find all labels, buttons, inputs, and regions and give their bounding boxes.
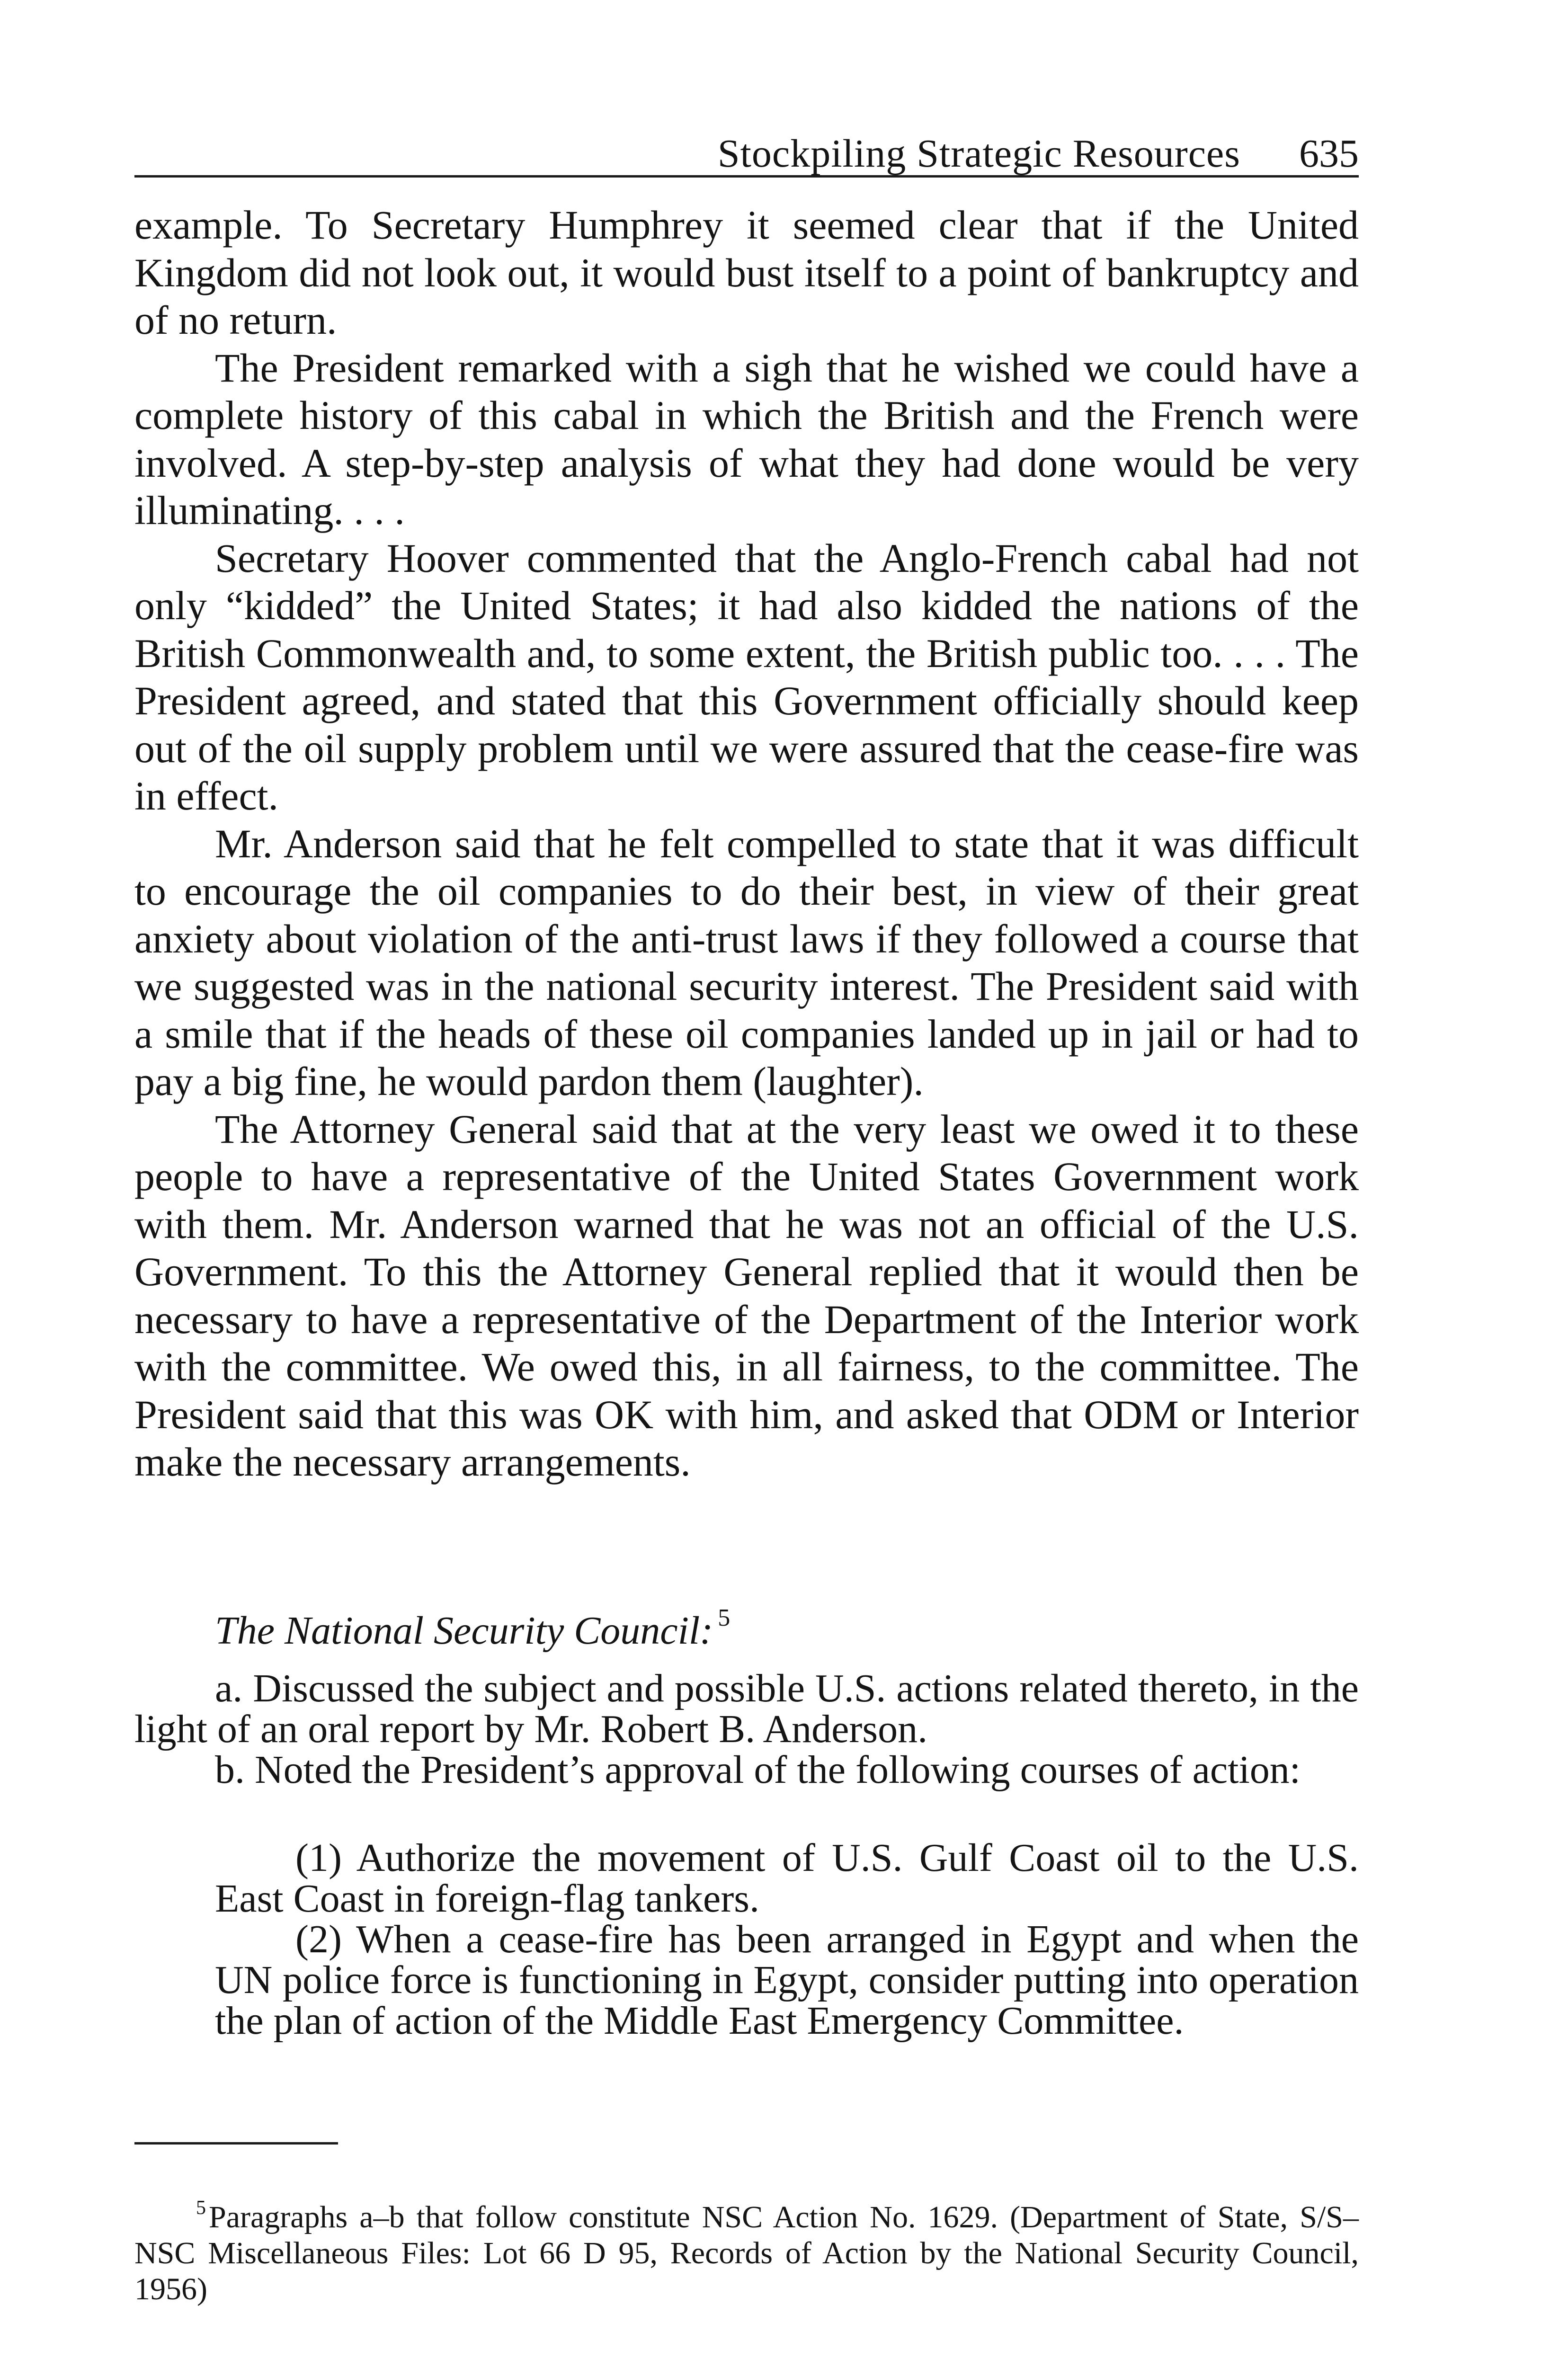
nsc-action-section: [134, 1598, 1359, 2041]
nsc-item-a: a. Discussed the subject and possible U.S. actions related thereto, in the light of an oral report by Mr. Robert B. Anderson.: [134, 1666, 1359, 1751]
page-number: 635: [1299, 132, 1359, 176]
paragraph: Mr. Anderson said that he felt compelled to state that it was difficult to encourage the oil companies to do their best, in view of their great anxiety about violation of the anti-trust laws if they followed a course that we suggested was in the national security interest. The President said with a smile that if the heads of these oil companies landed up in jail or had to pay a big fine, he would pardon them (laughter).: [134, 820, 1359, 1104]
nsc-item-b: b. Noted the President’s approval of the following courses of action:: [215, 1748, 1301, 1792]
footnote-reference: 5: [718, 1604, 731, 1631]
nsc-subitem-2: (2) When a cease-fire has been arranged in Egypt and when the UN police force is functioning in Egypt, consider putting into operation the plan of action of the Middle East Emergency Committee.: [215, 1917, 1359, 2043]
running-title: Stockpiling Strategic Resources: [717, 132, 1240, 176]
paragraph: example. To Secretary Humphrey it seemed clear that if the United Kingdom did not look out, it would bust itself to a point of bankruptcy and of no return.: [134, 202, 1359, 343]
nsc-subitems: [134, 1838, 1359, 2041]
nsc-heading-text: The National Security Council:: [215, 1609, 713, 1653]
footnote: [134, 2190, 1359, 2307]
footnote-marker: 5: [196, 2197, 206, 2219]
paragraph: The President remarked with a sigh that he wished we could have a complete history of this cabal in which the British and the French were involved. A step-by-step analysis of what they had done would be very illuminating. . . .: [134, 345, 1359, 533]
paragraph: The Attorney General said that at the very least we owed it to these people to have a representative of the United States Government work with them. Mr. Anderson warned that he was not an official of the U.S. Government. To this the Attorney General replied that it would then be necessary to have a representative of the Department of the Interior work with the committee. We owed this, in all fairness, to the committee. The President said that this was OK with him, and asked that ODM or Interior make the necessary arrangements.: [134, 1106, 1359, 1485]
nsc-heading: [215, 1598, 1359, 1651]
nsc-subitem-1: (1) Authorize the movement of U.S. Gulf Coast oil to the U.S. East Coast in foreign-flag tankers.: [215, 1836, 1359, 1921]
footnote-text: Paragraphs a–b that follow constitute NSC Action No. 1629. (Department of State, S/S–NSC Miscellaneous Files: Lot 66 D 95, Records of Action by the National Security Council, 1956): [134, 2200, 1359, 2306]
footnote-divider: [134, 2142, 338, 2145]
running-header: [134, 128, 1359, 178]
paragraph: Secretary Hoover commented that the Anglo-French cabal had not only “kidded” the United States; it had also kidded the nations of the British Commonwealth and, to some extent, the British public too. . . . The President agreed, and stated that this Government officially should keep out of the oil supply problem until we were assured that the cease-fire was in effect.: [134, 535, 1359, 819]
body-text: [134, 201, 1359, 1486]
